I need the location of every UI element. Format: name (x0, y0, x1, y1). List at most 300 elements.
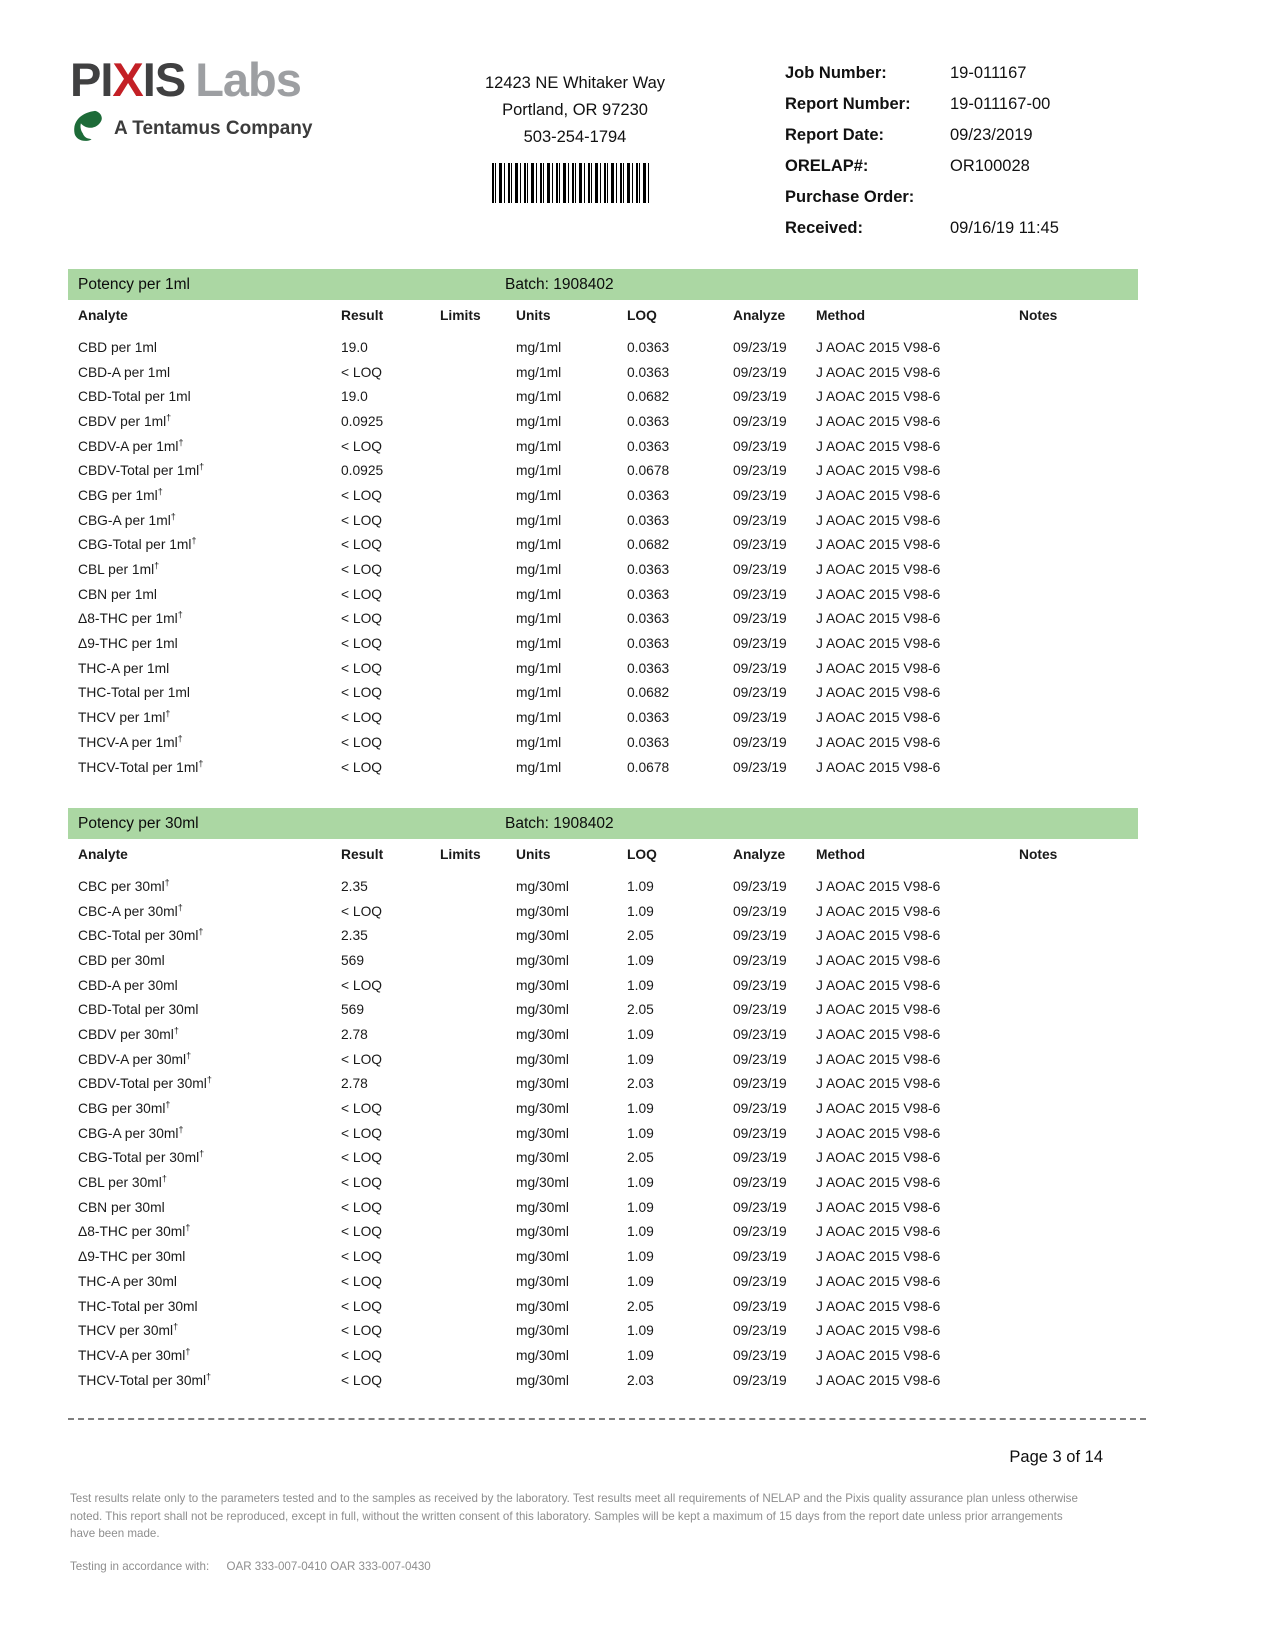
table-cell-units: mg/30ml (516, 1323, 569, 1339)
table-cell-loq: 0.0363 (627, 512, 670, 528)
table-cell-result: 0.0925 (341, 413, 384, 429)
table-cell-loq: 0.0678 (627, 759, 670, 775)
table-cell-method: J AOAC 2015 V98-6 (816, 463, 941, 479)
table-cell-result: < LOQ (341, 1347, 383, 1363)
table-cell-method: J AOAC 2015 V98-6 (816, 1249, 941, 1265)
table-cell-analyte: THCV per 1ml† (78, 708, 171, 726)
table-cell-analyte: CBN per 1ml (78, 586, 157, 602)
column-header-analyte: Analyte (78, 846, 128, 862)
table-row (68, 656, 1138, 681)
barcode-icon (492, 163, 652, 203)
table-cell-units: mg/30ml (516, 1273, 569, 1289)
table-cell-loq: 0.0363 (627, 339, 670, 355)
table-cell-analyte: CBDV-Total per 30ml† (78, 1074, 212, 1092)
table-cell-method: J AOAC 2015 V98-6 (816, 1150, 941, 1166)
table-cell-method: J AOAC 2015 V98-6 (816, 1323, 941, 1339)
table-cell-analyte: THCV-Total per 1ml† (78, 757, 204, 775)
table-cell-analyze: 09/23/19 (733, 1298, 787, 1314)
table-row (68, 1368, 1138, 1393)
logo-part-is: IS (142, 53, 186, 106)
table-cell-result: < LOQ (341, 1199, 383, 1215)
table-row (68, 360, 1138, 385)
table-row (68, 1220, 1138, 1245)
table-cell-units: mg/1ml (516, 413, 562, 429)
table-cell-units: mg/30ml (516, 1051, 569, 1067)
table-cell-loq: 1.09 (627, 1224, 654, 1240)
table-cell-result: < LOQ (341, 611, 383, 627)
table-cell-units: mg/1ml (516, 685, 562, 701)
report-info (785, 64, 1059, 250)
table-cell-method: J AOAC 2015 V98-6 (816, 1051, 941, 1067)
table-cell-units: mg/1ml (516, 586, 562, 602)
table-cell-analyte: CBDV-A per 1ml† (78, 437, 184, 454)
table-cell-analyte: Δ9-THC per 1ml (78, 636, 178, 652)
table-cell-method: J AOAC 2015 V98-6 (816, 977, 941, 993)
table-row (68, 533, 1138, 558)
table-cell-analyze: 09/23/19 (733, 364, 787, 380)
table-row (68, 1294, 1138, 1319)
table-cell-result: < LOQ (341, 1101, 383, 1117)
table-cell-result: 2.35 (341, 878, 368, 894)
table-cell-result: < LOQ (341, 1273, 383, 1289)
table-cell-method: J AOAC 2015 V98-6 (816, 586, 941, 602)
table-cell-result: 569 (341, 952, 365, 968)
table-cell-units: mg/30ml (516, 1372, 569, 1388)
table-cell-units: mg/30ml (516, 1199, 569, 1215)
table-cell-loq: 1.09 (627, 977, 654, 993)
table-cell-analyte: THCV per 30ml† (78, 1321, 179, 1339)
table-title-bar (68, 808, 1138, 839)
table-cell-method: J AOAC 2015 V98-6 (816, 1273, 941, 1289)
dashed-separator (68, 1418, 1146, 1420)
table-cell-loq: 1.09 (627, 1125, 654, 1141)
table-cell-analyze: 09/23/19 (733, 586, 787, 602)
table-cell-method: J AOAC 2015 V98-6 (816, 1002, 941, 1018)
table-cell-method: J AOAC 2015 V98-6 (816, 512, 941, 528)
info-label-purchase-order: Purchase Order: (785, 188, 915, 206)
table-cell-loq: 0.0363 (627, 364, 670, 380)
table-body (68, 335, 1138, 779)
lab-address (430, 70, 720, 151)
table-cell-loq: 1.09 (627, 903, 654, 919)
accordance-label: Testing in accordance with: (70, 1560, 210, 1573)
table-cell-method: J AOAC 2015 V98-6 (816, 562, 941, 578)
table-row (68, 874, 1138, 899)
table-cell-method: J AOAC 2015 V98-6 (816, 710, 941, 726)
table-cell-loq: 0.0363 (627, 586, 670, 602)
table-cell-method: J AOAC 2015 V98-6 (816, 1347, 941, 1363)
table-cell-units: mg/30ml (516, 1347, 569, 1363)
table-cell-method: J AOAC 2015 V98-6 (816, 1199, 941, 1215)
table-cell-result: < LOQ (341, 1323, 383, 1339)
table-cell-analyte: CBG-Total per 1ml† (78, 535, 197, 553)
table-cell-analyte: CBC per 30ml† (78, 877, 170, 894)
info-label-report-date: Report Date: (785, 126, 885, 144)
table-cell-analyze: 09/23/19 (733, 611, 787, 627)
column-header-row (68, 305, 1138, 325)
table-cell-units: mg/30ml (516, 1026, 569, 1042)
table-cell-analyze: 09/23/19 (733, 512, 787, 528)
table-cell-analyte: CBDV-Total per 1ml† (78, 461, 205, 479)
table-cell-result: < LOQ (341, 1224, 383, 1240)
table-row (68, 607, 1138, 632)
table-cell-analyte: CBC-Total per 30ml† (78, 926, 204, 944)
info-label-orelap: ORELAP#: (785, 157, 869, 175)
info-label-job-number: Job Number: (785, 64, 887, 82)
table-cell-analyze: 09/23/19 (733, 1002, 787, 1018)
column-header-notes: Notes (1019, 307, 1058, 323)
table-cell-loq: 2.05 (627, 928, 654, 944)
table-cell-loq: 0.0682 (627, 537, 670, 553)
table-cell-loq: 1.09 (627, 1026, 654, 1042)
table-cell-analyte: THC-Total per 1ml (78, 685, 190, 701)
accordance-values: OAR 333-007-0410 OAR 333-007-0430 (226, 1560, 431, 1573)
table-cell-analyte: THC-A per 1ml (78, 660, 170, 676)
table-row (68, 434, 1138, 459)
table-cell-result: < LOQ (341, 1125, 383, 1141)
table-cell-loq: 2.03 (627, 1372, 654, 1388)
table-cell-result: < LOQ (341, 734, 383, 750)
column-header-units: Units (516, 307, 551, 323)
table-cell-analyze: 09/23/19 (733, 1125, 787, 1141)
table-cell-analyze: 09/23/19 (733, 734, 787, 750)
table-cell-units: mg/1ml (516, 537, 562, 553)
table-title-bar (68, 269, 1138, 300)
table-row (68, 1195, 1138, 1220)
logo-part-pi: PI (70, 53, 113, 106)
table-cell-analyze: 09/23/19 (733, 1051, 787, 1067)
table-title: Potency per 30ml (78, 815, 199, 832)
table-cell-method: J AOAC 2015 V98-6 (816, 1175, 941, 1191)
table-body (68, 874, 1138, 1392)
table-row (68, 508, 1138, 533)
table-cell-analyte: Δ9-THC per 30ml (78, 1249, 186, 1265)
table-cell-units: mg/1ml (516, 463, 562, 479)
table-cell-loq: 0.0363 (627, 734, 670, 750)
table-row (68, 582, 1138, 607)
table-row (68, 631, 1138, 656)
table-cell-loq: 0.0363 (627, 710, 670, 726)
table-cell-loq: 0.0682 (627, 685, 670, 701)
table-cell-units: mg/30ml (516, 878, 569, 894)
tagline-text: A Tentamus Company (114, 117, 313, 139)
table-cell-analyze: 09/23/19 (733, 952, 787, 968)
table-row (68, 705, 1138, 730)
table-row (68, 681, 1138, 706)
table-cell-analyze: 09/23/19 (733, 636, 787, 652)
table-cell-units: mg/30ml (516, 1224, 569, 1240)
table-cell-loq: 2.05 (627, 1298, 654, 1314)
table-cell-analyze: 09/23/19 (733, 537, 787, 553)
table-cell-loq: 1.09 (627, 1347, 654, 1363)
table-cell-analyte: THC-Total per 30ml (78, 1298, 198, 1314)
table-cell-analyte: THCV-A per 1ml† (78, 733, 183, 750)
table-cell-analyze: 09/23/19 (733, 1347, 787, 1363)
table-cell-units: mg/1ml (516, 611, 562, 627)
table-row (68, 1096, 1138, 1121)
address-line: 503-254-1794 (523, 128, 627, 146)
table-cell-result: < LOQ (341, 364, 383, 380)
table-cell-analyze: 09/23/19 (733, 710, 787, 726)
table-cell-units: mg/30ml (516, 1249, 569, 1265)
table-cell-analyze: 09/23/19 (733, 463, 787, 479)
table-row (68, 1244, 1138, 1269)
table-cell-loq: 1.09 (627, 1175, 654, 1191)
table-cell-analyte: CBG-A per 30ml† (78, 1124, 184, 1141)
table-cell-analyze: 09/23/19 (733, 1175, 787, 1191)
table-cell-units: mg/1ml (516, 660, 562, 676)
table-row (68, 1269, 1138, 1294)
header-logo (70, 53, 313, 147)
table-cell-result: 0.0925 (341, 463, 384, 479)
table-row (68, 923, 1138, 948)
table-cell-method: J AOAC 2015 V98-6 (816, 685, 941, 701)
address-line: Portland, OR 97230 (502, 101, 648, 119)
disclaimer-text: Test results relate only to the parameters tested and to the samples as received by the laboratory. Test results meet all requirements of NELAP and the Pixis quality assurance plan unless otherwise noted. This report shall not be reproduced, except in full, without the written consent of this laboratory. Samples will be kept a maximum of 15 days from the report date unless prior arrangements have been made. (70, 1492, 1078, 1540)
table-title: Potency per 1ml (78, 276, 190, 293)
table-cell-analyze: 09/23/19 (733, 1199, 787, 1215)
table-cell-analyte: CBG-Total per 30ml† (78, 1148, 205, 1166)
table-cell-analyte: CBD-Total per 1ml (78, 389, 191, 405)
table-cell-analyze: 09/23/19 (733, 1076, 787, 1092)
table-cell-result: 2.35 (341, 928, 368, 944)
table-cell-units: mg/1ml (516, 710, 562, 726)
table-cell-result: < LOQ (341, 636, 383, 652)
table-cell-units: mg/1ml (516, 389, 562, 405)
table-row (68, 483, 1138, 508)
table-cell-result: < LOQ (341, 1175, 383, 1191)
table-cell-method: J AOAC 2015 V98-6 (816, 1372, 941, 1388)
potency-per-30ml-table (68, 808, 1138, 1392)
table-cell-result: < LOQ (341, 660, 383, 676)
table-cell-result: < LOQ (341, 710, 383, 726)
table-cell-loq: 0.0363 (627, 636, 670, 652)
table-cell-method: J AOAC 2015 V98-6 (816, 537, 941, 553)
table-cell-result: < LOQ (341, 438, 383, 454)
table-row (68, 557, 1138, 582)
info-label-received: Received: (785, 219, 863, 237)
table-cell-units: mg/1ml (516, 487, 562, 503)
table-cell-analyte: THC-A per 30ml (78, 1273, 177, 1289)
address-line: 12423 NE Whitaker Way (484, 74, 666, 92)
table-cell-analyte: CBN per 30ml (78, 1199, 165, 1215)
table-cell-method: J AOAC 2015 V98-6 (816, 928, 941, 944)
table-cell-analyze: 09/23/19 (733, 1323, 787, 1339)
logo-part-labs: Labs (195, 53, 301, 106)
table-cell-method: J AOAC 2015 V98-6 (816, 1125, 941, 1141)
info-value-orelap: OR100028 (950, 157, 1030, 175)
table-cell-method: J AOAC 2015 V98-6 (816, 636, 941, 652)
table-cell-analyte: Δ8-THC per 1ml† (78, 609, 183, 627)
table-cell-method: J AOAC 2015 V98-6 (816, 878, 941, 894)
table-row (68, 1072, 1138, 1097)
table-cell-units: mg/30ml (516, 928, 569, 944)
logo-text (70, 53, 312, 106)
table-cell-result: < LOQ (341, 1372, 383, 1388)
table-row (68, 1047, 1138, 1072)
table-cell-result: 2.78 (341, 1076, 368, 1092)
table-cell-result: < LOQ (341, 1051, 383, 1067)
table-cell-result: 2.78 (341, 1026, 368, 1042)
table-cell-loq: 1.09 (627, 1101, 654, 1117)
table-cell-loq: 1.09 (627, 1199, 654, 1215)
table-row (68, 1318, 1138, 1343)
potency-per-1ml-table (68, 269, 1138, 779)
column-header-row (68, 844, 1138, 864)
table-cell-loq: 1.09 (627, 1051, 654, 1067)
table-cell-analyze: 09/23/19 (733, 1249, 787, 1265)
table-cell-method: J AOAC 2015 V98-6 (816, 438, 941, 454)
table-cell-result: < LOQ (341, 977, 383, 993)
table-cell-result: < LOQ (341, 759, 383, 775)
table-cell-method: J AOAC 2015 V98-6 (816, 389, 941, 405)
table-cell-units: mg/1ml (516, 562, 562, 578)
batch-label: Batch: 1908402 (505, 815, 614, 832)
table-cell-method: J AOAC 2015 V98-6 (816, 1298, 941, 1314)
table-cell-units: mg/1ml (516, 759, 562, 775)
table-cell-result: < LOQ (341, 537, 383, 553)
table-cell-analyze: 09/23/19 (733, 487, 787, 503)
table-cell-loq: 1.09 (627, 878, 654, 894)
table-cell-method: J AOAC 2015 V98-6 (816, 660, 941, 676)
table-cell-method: J AOAC 2015 V98-6 (816, 1026, 941, 1042)
table-cell-method: J AOAC 2015 V98-6 (816, 1076, 941, 1092)
table-cell-analyze: 09/23/19 (733, 1224, 787, 1240)
table-cell-units: mg/1ml (516, 364, 562, 380)
table-cell-units: mg/30ml (516, 1076, 569, 1092)
table-row (68, 384, 1138, 409)
table-cell-result: < LOQ (341, 1298, 383, 1314)
table-cell-units: mg/1ml (516, 339, 562, 355)
table-cell-loq: 0.0363 (627, 611, 670, 627)
table-cell-analyze: 09/23/19 (733, 1273, 787, 1289)
info-value-report-number: 19-011167-00 (950, 95, 1051, 113)
table-row (68, 1022, 1138, 1047)
table-cell-analyte: CBG per 1ml† (78, 486, 163, 503)
table-cell-analyte: CBD-A per 1ml (78, 364, 171, 380)
table-cell-analyze: 09/23/19 (733, 1372, 787, 1388)
table-cell-loq: 0.0682 (627, 389, 670, 405)
column-header-limits: Limits (440, 307, 481, 323)
table-cell-loq: 1.09 (627, 1273, 654, 1289)
table-cell-result: < LOQ (341, 903, 383, 919)
table-cell-analyte: CBL per 30ml† (78, 1173, 167, 1191)
table-cell-loq: 0.0678 (627, 463, 670, 479)
table-cell-method: J AOAC 2015 V98-6 (816, 952, 941, 968)
table-cell-loq: 0.0363 (627, 487, 670, 503)
column-header-loq: LOQ (627, 307, 657, 323)
table-cell-analyte: CBG per 30ml† (78, 1099, 171, 1117)
table-cell-result: 19.0 (341, 389, 368, 405)
table-cell-units: mg/30ml (516, 952, 569, 968)
column-header-analyte: Analyte (78, 307, 128, 323)
table-cell-result: < LOQ (341, 512, 383, 528)
table-cell-analyze: 09/23/19 (733, 878, 787, 894)
table-cell-analyze: 09/23/19 (733, 903, 787, 919)
table-cell-analyte: CBDV-A per 30ml† (78, 1050, 192, 1067)
table-cell-loq: 0.0363 (627, 562, 670, 578)
table-cell-result: 19.0 (341, 339, 368, 355)
table-cell-analyze: 09/23/19 (733, 339, 787, 355)
info-value-received: 09/16/19 11:45 (950, 219, 1059, 237)
table-cell-loq: 0.0363 (627, 413, 670, 429)
table-cell-units: mg/1ml (516, 512, 562, 528)
table-cell-analyte: CBD per 30ml (78, 952, 165, 968)
table-cell-analyze: 09/23/19 (733, 438, 787, 454)
table-cell-units: mg/30ml (516, 1150, 569, 1166)
table-cell-units: mg/1ml (516, 734, 562, 750)
table-cell-analyte: CBL per 1ml† (78, 560, 160, 578)
table-cell-loq: 0.0363 (627, 438, 670, 454)
table-cell-analyze: 09/23/19 (733, 1150, 787, 1166)
table-cell-result: < LOQ (341, 586, 383, 602)
table-row (68, 335, 1138, 360)
table-cell-analyze: 09/23/19 (733, 660, 787, 676)
table-cell-units: mg/30ml (516, 1175, 569, 1191)
table-cell-analyze: 09/23/19 (733, 928, 787, 944)
logo-part-x: X (112, 53, 143, 106)
table-cell-method: J AOAC 2015 V98-6 (816, 1101, 941, 1117)
table-cell-loq: 1.09 (627, 1249, 654, 1265)
table-row (68, 973, 1138, 998)
table-cell-loq: 1.09 (627, 1323, 654, 1339)
column-header-result: Result (341, 307, 384, 323)
table-row (68, 899, 1138, 924)
table-row (68, 997, 1138, 1022)
table-row (68, 730, 1138, 755)
table-cell-analyte: CBDV per 30ml† (78, 1025, 179, 1042)
table-cell-method: J AOAC 2015 V98-6 (816, 1224, 941, 1240)
table-cell-units: mg/30ml (516, 1101, 569, 1117)
table-cell-result: < LOQ (341, 685, 383, 701)
table-cell-analyte: THCV-A per 30ml† (78, 1346, 191, 1363)
column-header-notes: Notes (1019, 846, 1058, 862)
table-row (68, 1343, 1138, 1368)
table-cell-analyze: 09/23/19 (733, 1101, 787, 1117)
table-cell-method: J AOAC 2015 V98-6 (816, 759, 941, 775)
info-label-report-number: Report Number: (785, 95, 911, 113)
table-cell-units: mg/30ml (516, 977, 569, 993)
column-header-result: Result (341, 846, 384, 862)
table-cell-method: J AOAC 2015 V98-6 (816, 611, 941, 627)
leaf-icon (70, 110, 106, 147)
info-value-job-number: 19-011167 (950, 64, 1027, 82)
table-cell-analyte: CBG-A per 1ml† (78, 511, 176, 528)
column-header-loq: LOQ (627, 846, 657, 862)
batch-label: Batch: 1908402 (505, 276, 614, 293)
table-cell-analyte: THCV-Total per 30ml† (78, 1371, 212, 1388)
table-cell-analyte: CBDV per 1ml† (78, 412, 172, 429)
info-value-report-date: 09/23/2019 (950, 126, 1033, 144)
info-value-purchase-order (950, 188, 1059, 219)
table-cell-loq: 2.05 (627, 1150, 654, 1166)
table-cell-analyze: 09/23/19 (733, 562, 787, 578)
table-cell-units: mg/1ml (516, 438, 562, 454)
table-cell-loq: 1.09 (627, 952, 654, 968)
table-row (68, 458, 1138, 483)
page-number: Page 3 of 14 (1009, 1448, 1103, 1466)
table-cell-analyte: CBD-A per 30ml (78, 977, 178, 993)
table-cell-method: J AOAC 2015 V98-6 (816, 903, 941, 919)
table-cell-analyte: CBD per 1ml (78, 339, 157, 355)
table-cell-units: mg/30ml (516, 1298, 569, 1314)
table-cell-units: mg/1ml (516, 636, 562, 652)
table-row (68, 755, 1138, 780)
table-cell-units: mg/30ml (516, 903, 569, 919)
table-cell-units: mg/30ml (516, 1125, 569, 1141)
column-header-units: Units (516, 846, 551, 862)
logo-tagline (70, 110, 312, 147)
